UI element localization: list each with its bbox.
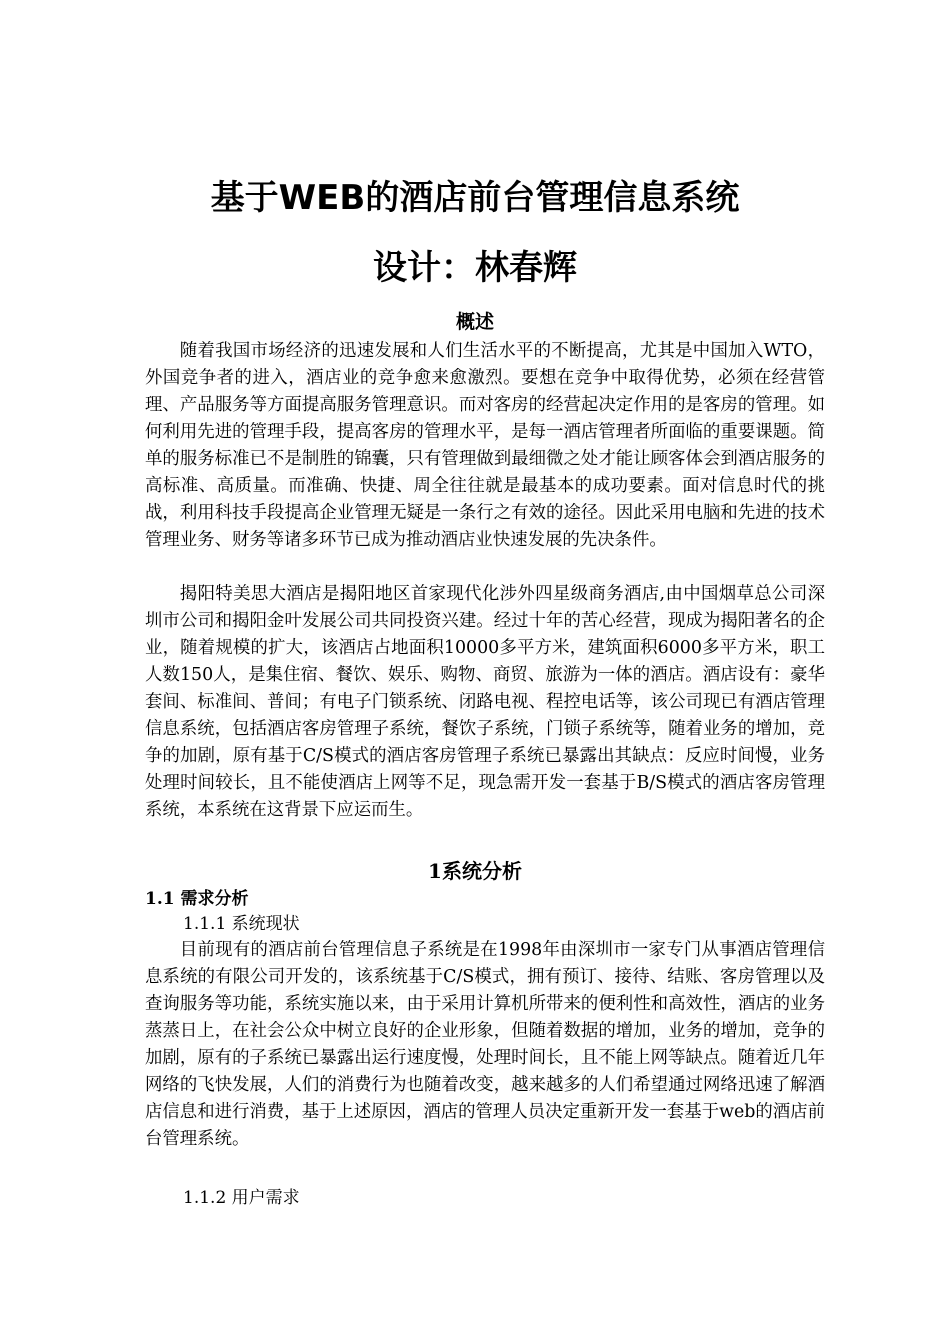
requirements-analysis-heading: 1.1 需求分析 [145, 889, 249, 909]
user-requirements-heading: 1.1.2 用户需求 [183, 1188, 300, 1208]
overview-paragraph-2 [145, 581, 825, 824]
overview-paragraph-1 [145, 338, 825, 554]
paragraph-text: 揭阳特美思大酒店是揭阳地区首家现代化涉外四星级商务酒店,由中国烟草总公司深圳市公司和揭阳金叶发展公司共同投资兴建。经过十年的苦心经营，现成为揭阳著名的企业，随着规模的扩大，该酒店占地面积10000多平方米，建筑面积6000多平方米，职工人数150人，是集住宿、餐饮、娱乐、购物、商贸、旅游为一体的酒店。酒店设有：豪华套间、标准间、普间；有电子门锁系统、闭路电视、程控电话等，该公司现已有酒店管理信息系统，包括酒店客房管理子系统，餐饮子系统，门锁子系统等，随着业务的增加，竞争的加剧，原有基于C/S模式的酒店客房管理子系统已暴露出其缺点：反应时间慢，业务处理时间较长，且不能使酒店上网等不足，现急需开发一套基于B/S模式的酒店客房管理系统，本系统在这背景下应运而生。 [145, 584, 825, 820]
paragraph-text: 目前现有的酒店前台管理信息子系统是在1998年由深圳市一家专门从事酒店管理信息系统的有限公司开发的，该系统基于C/S模式，拥有预订、接待、结账、客房管理以及查询服务等功能，系统实施以来，由于采用计算机所带来的便利性和高效性，酒店的业务蒸蒸日上，在社会公众中树立良好的企业形象，但随着数据的增加，业务的增加，竞争的加剧，原有的子系统已暴露出运行速度慢，处理时间长，且不能上网等缺点。随着近几年网络的飞快发展，人们的消费行为也随着改变，越来越多的人们希望通过网络迅速了解酒店信息和进行消费，基于上述原因，酒店的管理人员决定重新开发一套基于web的酒店前台管理系统。 [145, 940, 825, 1149]
paragraph-text: 随着我国市场经济的迅速发展和人们生活水平的不断提高，尤其是中国加入WTO，外国竞争者的进入，酒店业的竞争愈来愈激烈。要想在竞争中取得优势，必须在经营管理、产品服务等方面提高服务管理意识。而对客房的经营起决定作用的是客房的管理。如何利用先进的管理手段，提高客房的管理水平，是每一酒店管理者所面临的重要课题。简单的服务标准已不是制胜的锦囊，只有管理做到最细微之处才能让顾客体会到酒店服务的高标准、高质量。而准确、快捷、周全往往就是最基本的成功要素。面对信息时代的挑战，利用科技手段提高企业管理无疑是一条行之有效的途径。因此采用电脑和先进的技术管理业务、财务等诸多环节已成为推动酒店业快速发展的先决条件。 [145, 341, 825, 550]
current-status-paragraph [145, 937, 825, 1153]
author-line: 设计：林春辉 [373, 248, 577, 288]
system-analysis-heading: 1系统分析 [428, 859, 522, 883]
overview-heading: 概述 [455, 311, 494, 333]
document-title: 基于WEB的酒店前台管理信息系统 [210, 178, 740, 218]
current-status-heading: 1.1.1 系统现状 [183, 914, 300, 934]
